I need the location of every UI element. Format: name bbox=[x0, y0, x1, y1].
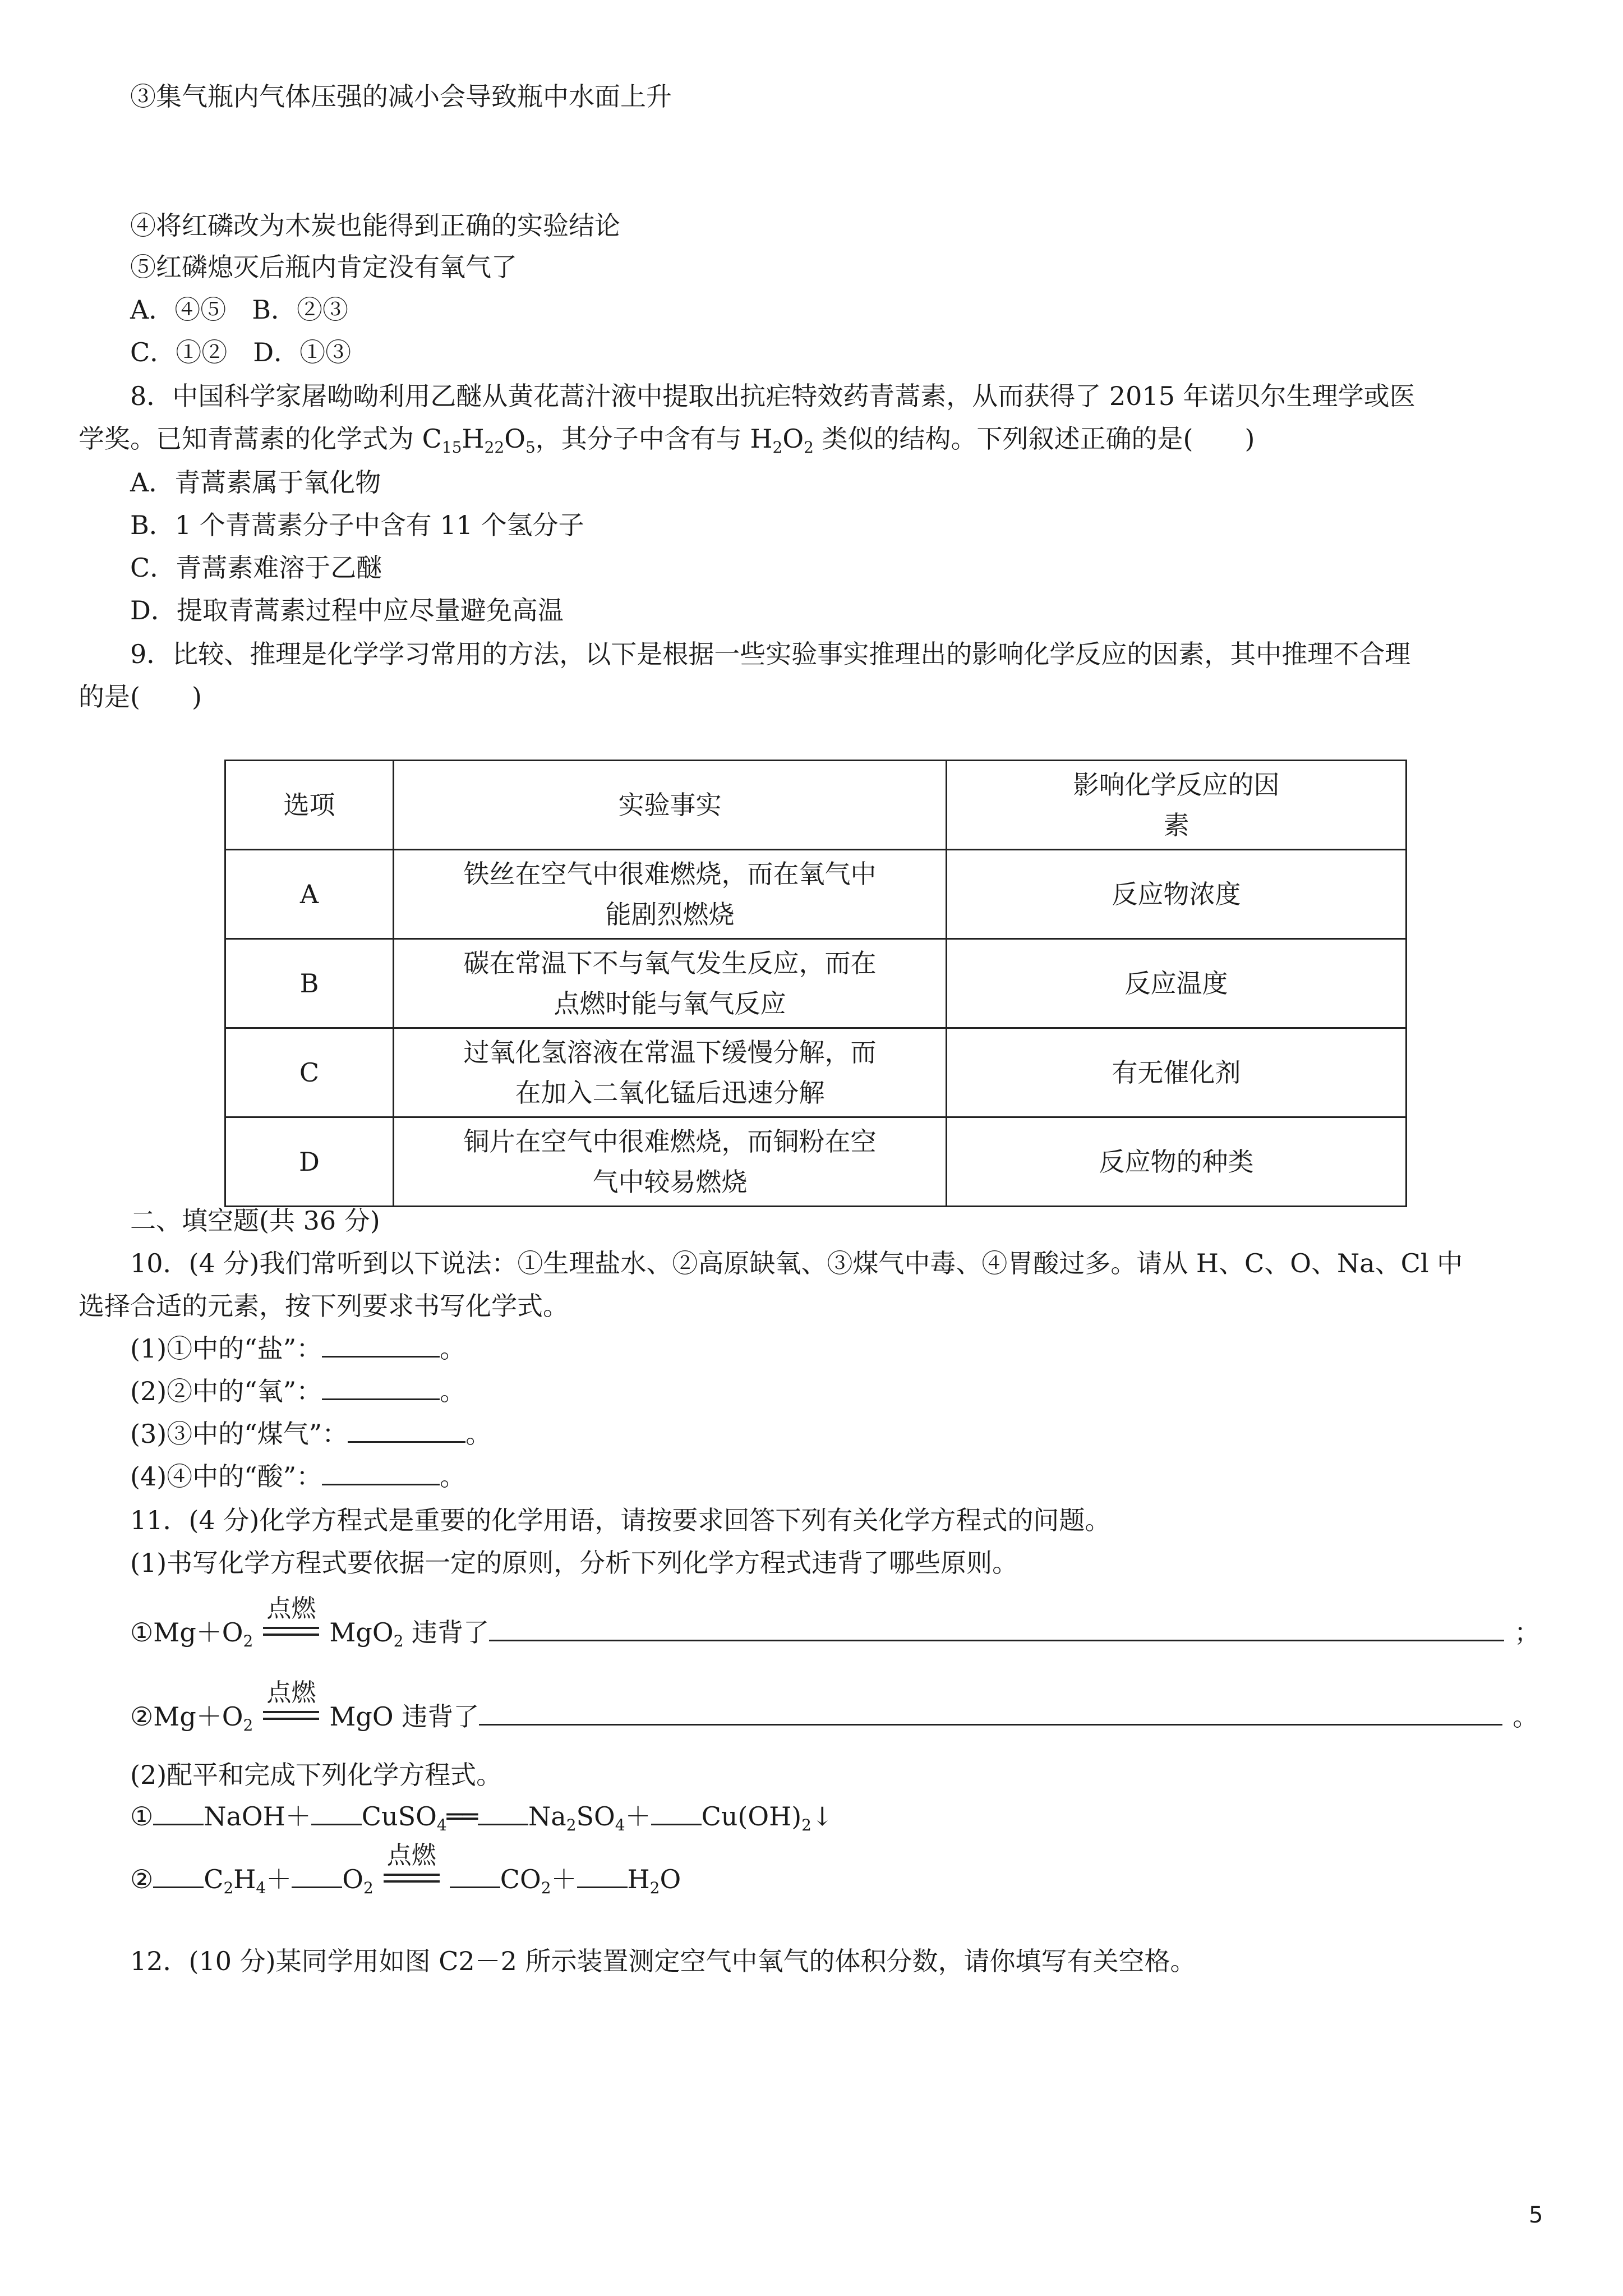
eq-text: NaOH＋ bbox=[204, 1801, 311, 1832]
condition-label: 点燃 bbox=[386, 1841, 436, 1870]
q7-options-ab: A．④⑤ B．②③ bbox=[130, 295, 349, 325]
q7-item-4: ④将红磷改为木炭也能得到正确的实验结论 bbox=[130, 210, 620, 241]
subscript: 2 bbox=[566, 1816, 577, 1834]
q8-option-d: D．提取青蒿素过程中应尽量避免高温 bbox=[130, 595, 564, 625]
q11-stem: 11．(4 分)化学方程式是重要的化学用语，请按要求回答下列有关化学方程式的问题。 bbox=[130, 1505, 1111, 1535]
eq-text: ＋ bbox=[551, 1864, 577, 1894]
period: 。 bbox=[440, 1461, 466, 1492]
q10-prompt: (3)③中的“煤气”： bbox=[130, 1419, 348, 1449]
coefficient-blank[interactable] bbox=[153, 1802, 204, 1825]
q8-text: H bbox=[462, 424, 485, 454]
q10-stem-line1: 10．(4 分)我们常听到以下说法：①生理盐水、②高原缺氧、③煤气中毒、④胃酸过多。请从 H、C、O、Na、Cl 中 bbox=[130, 1248, 1463, 1278]
q10-prompt: (4)④中的“酸”： bbox=[130, 1461, 322, 1492]
q10-sub-3 bbox=[130, 1417, 491, 1451]
table-cell: 反应温度 bbox=[947, 939, 1407, 1028]
subscript: 2 bbox=[649, 1879, 660, 1897]
reaction-condition-sign bbox=[263, 1678, 319, 1733]
q10-prompt: (2)②中的“氧”： bbox=[130, 1376, 322, 1406]
q8-stem-line1 bbox=[130, 379, 1415, 413]
eq-text: MgO 违背了 bbox=[329, 1701, 479, 1732]
punctuation: 。 bbox=[1513, 1701, 1539, 1732]
page-number: 5 bbox=[1529, 2202, 1543, 2228]
q8-text: O bbox=[504, 424, 525, 454]
subscript: 2 bbox=[772, 438, 783, 457]
reaction-condition-sign bbox=[263, 1594, 319, 1649]
eq-text: O bbox=[342, 1864, 363, 1894]
q8-option-b: B．1 个青蒿素分子中含有 11 个氢分子 bbox=[130, 510, 584, 540]
coefficient-blank[interactable] bbox=[311, 1802, 362, 1825]
answer-blank[interactable] bbox=[489, 1618, 1504, 1641]
q9-stem-line1: 9．比较、推理是化学学习常用的方法，以下是根据一些实验事实推理出的影响化学反应的因素，其中推理不合理 bbox=[130, 639, 1411, 669]
q7-options-cd: C．①② D．①③ bbox=[130, 337, 352, 367]
q11-equation-2 bbox=[130, 1678, 1539, 1742]
equals-sign: ══ bbox=[446, 1801, 478, 1832]
subscript: 2 bbox=[393, 1632, 404, 1650]
eq-text: ＋ bbox=[266, 1864, 292, 1894]
table-cell: 过氧化氢溶液在常温下缓慢分解，而在加入二氧化锰后迅速分解 bbox=[394, 1028, 947, 1117]
subscript: 5 bbox=[525, 438, 536, 457]
eq-text: CO bbox=[500, 1864, 541, 1894]
period: 。 bbox=[440, 1376, 466, 1406]
subscript: 4 bbox=[256, 1879, 266, 1897]
eq-text: ①Mg＋O bbox=[130, 1617, 243, 1648]
eq-text: H bbox=[627, 1864, 650, 1894]
condition-label: 点燃 bbox=[266, 1594, 316, 1623]
q8-stem-line2 bbox=[79, 422, 1255, 464]
q9-table bbox=[224, 760, 1407, 1207]
answer-blank[interactable] bbox=[322, 1377, 440, 1400]
q11-balance-2 bbox=[130, 1841, 681, 1905]
table-cell: A bbox=[225, 850, 394, 939]
subscript: 2 bbox=[363, 1879, 374, 1897]
eq-text: O bbox=[660, 1864, 681, 1894]
q10-sub-4 bbox=[130, 1460, 465, 1493]
table-header-row bbox=[225, 761, 1407, 850]
table-row bbox=[225, 850, 1407, 939]
coefficient-blank[interactable] bbox=[153, 1865, 204, 1888]
answer-blank[interactable] bbox=[322, 1462, 440, 1485]
q11-part2: (2)配平和完成下列化学方程式。 bbox=[130, 1760, 502, 1790]
q12-stem: 12．(10 分)某同学用如图 C2－2 所示装置测定空气中氧气的体积分数，请你填写有关空格。 bbox=[130, 1946, 1196, 1976]
subscript: 22 bbox=[484, 438, 505, 457]
coefficient-blank[interactable] bbox=[577, 1865, 628, 1888]
eq-text: H bbox=[233, 1864, 256, 1894]
coefficient-blank[interactable] bbox=[478, 1802, 528, 1825]
eq-text: CuSO bbox=[361, 1801, 437, 1832]
section-heading: 二、填空题(共 36 分) bbox=[130, 1205, 380, 1236]
q8-text: ，其分子中含有与 H bbox=[535, 424, 773, 454]
table-row bbox=[225, 939, 1407, 1028]
subscript: 2 bbox=[243, 1632, 253, 1650]
subscript: 2 bbox=[243, 1716, 253, 1734]
q8-option-c: C．青蒿素难溶于乙醚 bbox=[130, 553, 382, 583]
coefficient-blank[interactable] bbox=[292, 1865, 342, 1888]
eq-text: 违背了 bbox=[403, 1617, 490, 1648]
period: 。 bbox=[440, 1333, 466, 1364]
table-cell: 反应物的种类 bbox=[947, 1117, 1407, 1207]
subscript: 4 bbox=[615, 1816, 625, 1834]
q8-text: 类似的结构。下列叙述正确的是( ) bbox=[813, 424, 1255, 454]
q8-text: 学奖。已知青蒿素的化学式为 C bbox=[79, 424, 442, 454]
q8-option-a: A．青蒿素属于氧化物 bbox=[130, 467, 381, 498]
q11-equation-1 bbox=[130, 1594, 1541, 1658]
eq-text: Na bbox=[528, 1801, 566, 1832]
table-cell: 有无催化剂 bbox=[947, 1028, 1407, 1117]
q7-item-5: ⑤红磷熄灭后瓶内肯定没有氧气了 bbox=[130, 252, 517, 282]
answer-blank[interactable] bbox=[348, 1420, 465, 1443]
table-row bbox=[225, 1028, 1407, 1117]
table-cell: 铜片在空气中很难燃烧，而铜粉在空气中较易燃烧 bbox=[394, 1117, 947, 1207]
q8-text: O bbox=[782, 424, 804, 454]
period: 。 bbox=[465, 1419, 492, 1449]
table-cell: 碳在常温下不与氧气发生反应，而在点燃时能与氧气反应 bbox=[394, 939, 947, 1028]
subscript: 15 bbox=[441, 438, 462, 457]
eq-text: ②Mg＋O bbox=[130, 1701, 243, 1732]
eq-text: ② bbox=[130, 1864, 154, 1894]
q10-prompt: (1)①中的“盐”： bbox=[130, 1333, 322, 1364]
q10-stem-line2: 选择合适的元素，按下列要求书写化学式。 bbox=[79, 1291, 569, 1321]
answer-blank[interactable] bbox=[479, 1703, 1502, 1726]
table-row bbox=[225, 1117, 1407, 1207]
subscript: 4 bbox=[436, 1816, 447, 1834]
table-header-cell: 选项 bbox=[225, 761, 394, 850]
table-cell: 铁丝在空气中很难燃烧，而在氧气中能剧烈燃烧 bbox=[394, 850, 947, 939]
table-cell: 反应物浓度 bbox=[947, 850, 1407, 939]
q8-stem-text: 8．中国科学家屠呦呦利用乙醚从黄花蒿汁液中提取出抗疟特效药青蒿素，从而获得了 2015 年诺贝尔生理学或医 bbox=[130, 381, 1415, 411]
q10-sub-2 bbox=[130, 1374, 465, 1408]
q9-stem-line2: 的是( ) bbox=[79, 682, 202, 712]
eq-text: Cu(OH) bbox=[701, 1801, 802, 1832]
q7-item-3: ③集气瓶内气体压强的减小会导致瓶中水面上升 bbox=[130, 81, 672, 112]
coefficient-blank[interactable] bbox=[450, 1865, 500, 1888]
reaction-condition-sign bbox=[384, 1841, 440, 1896]
table-cell: C bbox=[225, 1028, 394, 1117]
subscript: 2 bbox=[541, 1879, 551, 1897]
table-cell: D bbox=[225, 1117, 394, 1207]
eq-text: ＋ bbox=[625, 1801, 651, 1832]
subscript: 2 bbox=[223, 1879, 234, 1897]
coefficient-blank[interactable] bbox=[651, 1802, 702, 1825]
precipitate-arrow: ↓ bbox=[811, 1801, 833, 1832]
punctuation: ； bbox=[1514, 1617, 1541, 1648]
eq-text: ① bbox=[130, 1801, 154, 1832]
condition-label: 点燃 bbox=[266, 1678, 316, 1707]
eq-text: SO bbox=[576, 1801, 615, 1832]
subscript: 2 bbox=[804, 438, 814, 457]
subscript: 2 bbox=[801, 1816, 811, 1834]
q10-sub-1 bbox=[130, 1332, 465, 1365]
table-header-cell: 实验事实 bbox=[394, 761, 947, 850]
table-header-cell: 影响化学反应的因素 bbox=[947, 761, 1407, 850]
eq-text: C bbox=[204, 1864, 224, 1894]
q11-balance-1 bbox=[130, 1800, 833, 1842]
answer-blank[interactable] bbox=[322, 1335, 440, 1358]
eq-text: MgO bbox=[329, 1617, 394, 1648]
table-cell: B bbox=[225, 939, 394, 1028]
q11-part1: (1)书写化学方程式要依据一定的原则，分析下列化学方程式违背了哪些原则。 bbox=[130, 1548, 1018, 1578]
